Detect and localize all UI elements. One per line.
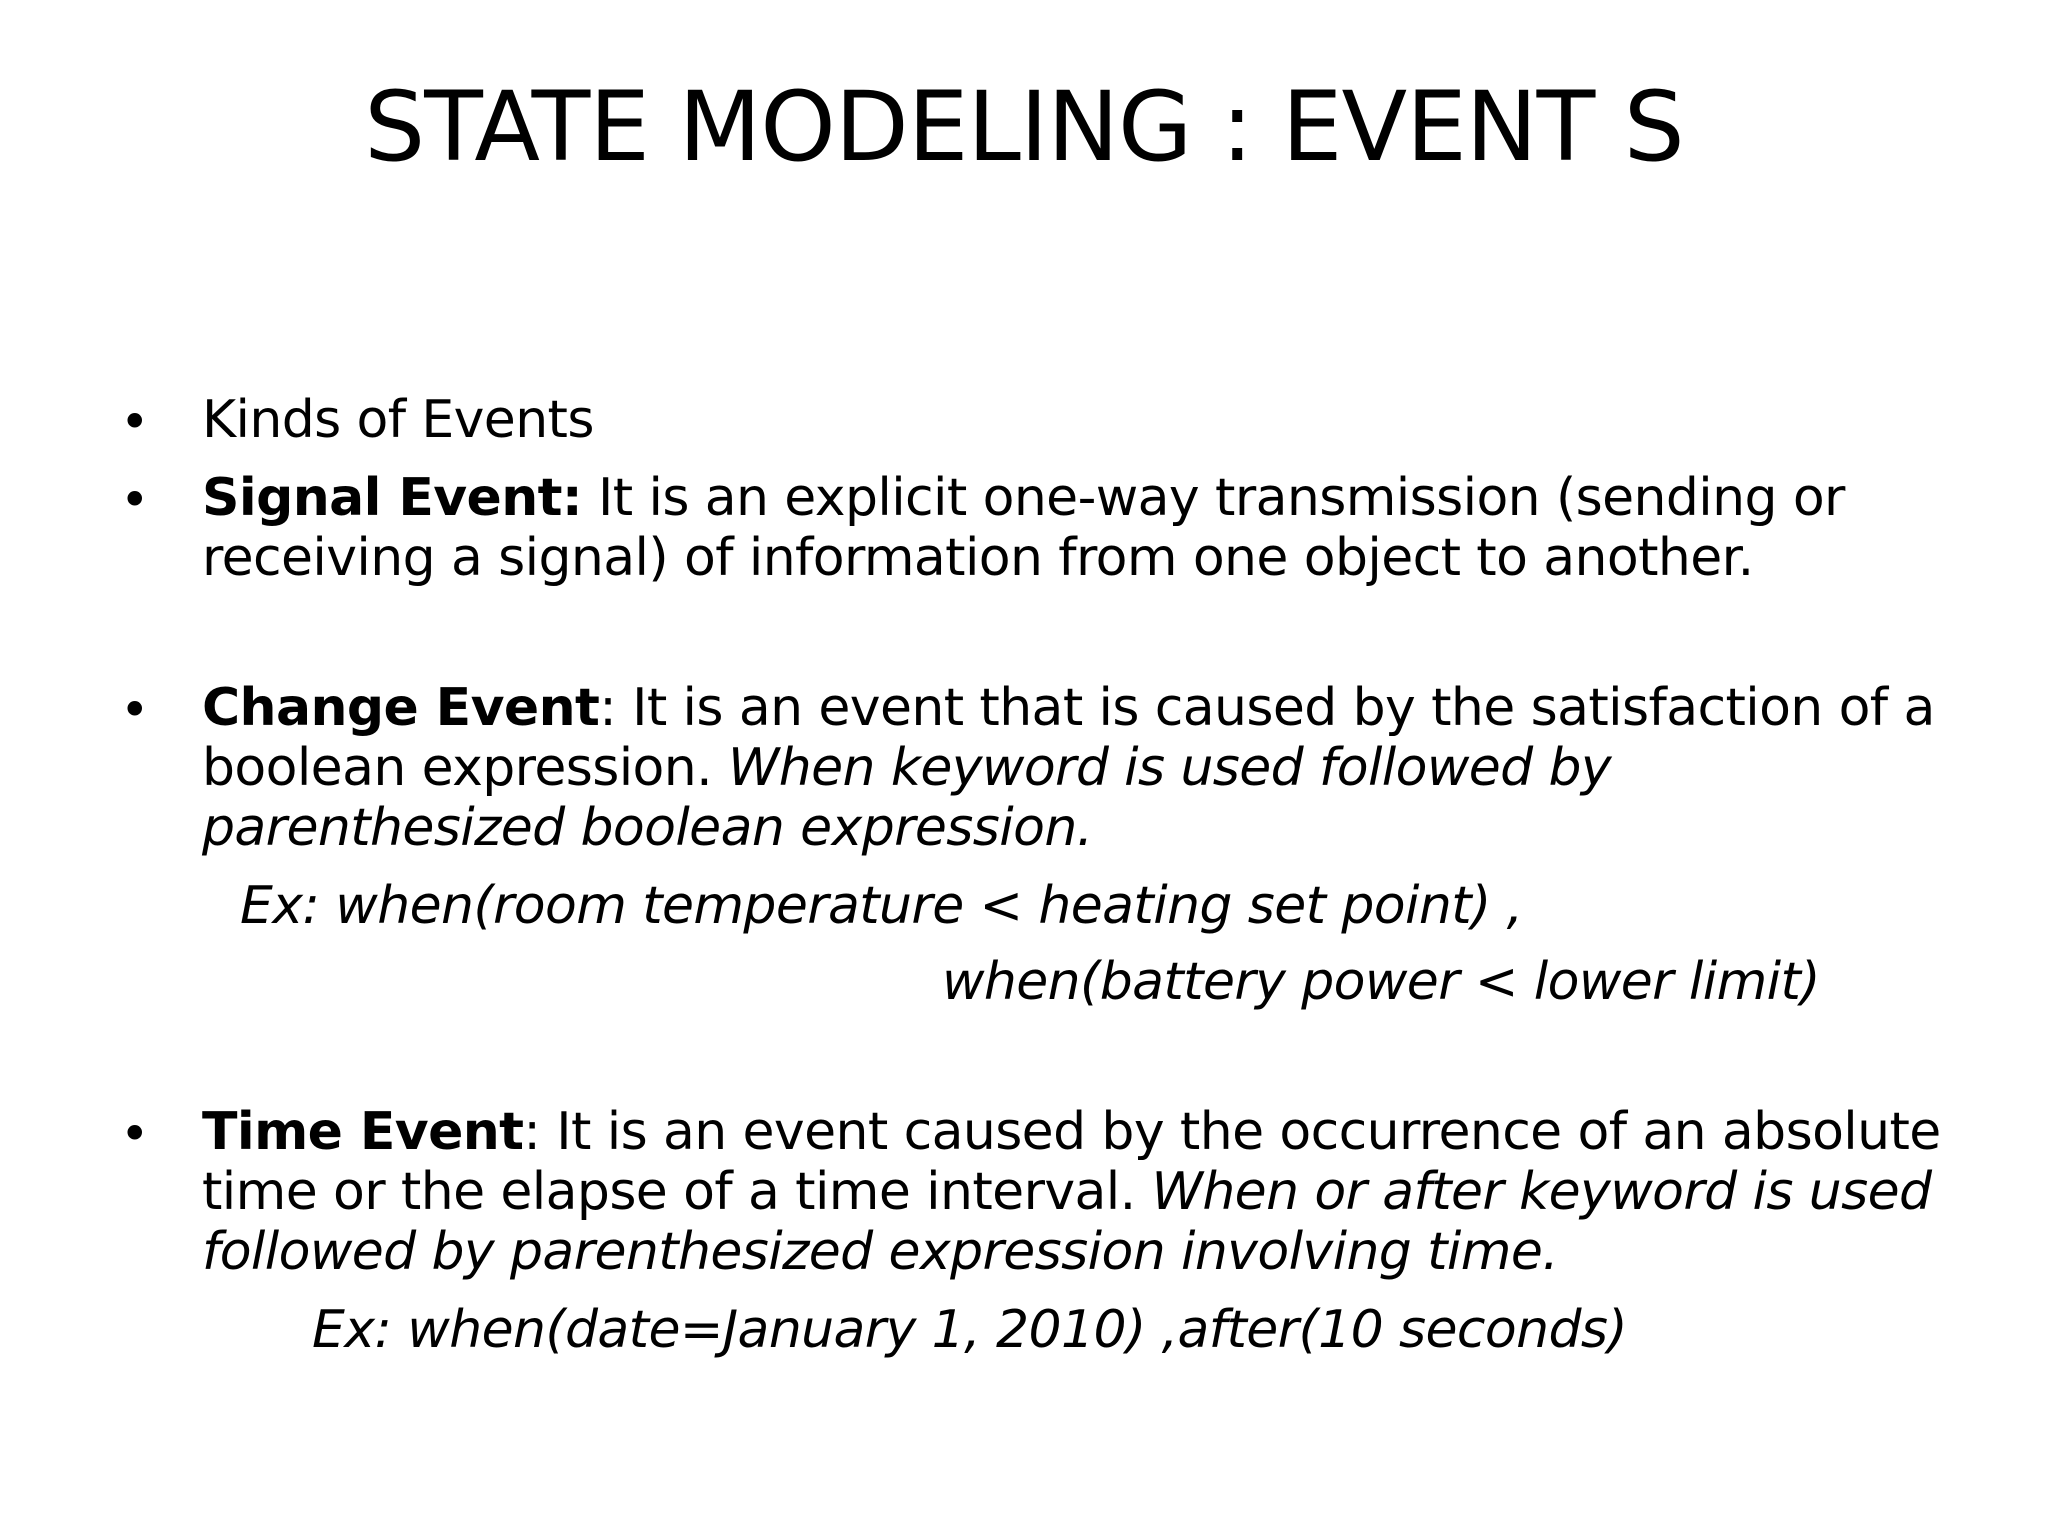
signal-event-line-2: receiving a signal) of information from one object to another.: [202, 528, 1754, 588]
change-event-term: Change Event: [202, 678, 600, 738]
time-event-line-1: [202, 1102, 1941, 1162]
time-event-term: Time Event: [202, 1102, 524, 1162]
change-event-desc-2: boolean expression.: [202, 738, 728, 798]
change-event-line-1: [202, 678, 1935, 738]
bullet-dot: •: [120, 393, 150, 451]
change-event-line-2: [202, 738, 1611, 798]
signal-event-desc-1: It is an explicit one-way transmission (sending or: [582, 468, 1845, 528]
bullet-dot: •: [120, 471, 150, 529]
bullet-dot: •: [120, 681, 150, 739]
signal-event-line-1: [202, 468, 1845, 528]
time-event-line-2: [202, 1162, 1931, 1222]
change-event-line-3: [202, 798, 1093, 858]
change-event-example-2: when(battery power < lower limit): [942, 952, 1820, 1012]
change-event-keyword-note-2: parenthesized boolean expression.: [202, 798, 1093, 858]
change-event-example-1: Ex: when(room temperature < heating set point) ,: [240, 876, 1523, 936]
bullet-dot: •: [120, 1105, 150, 1163]
time-event-desc-1: : It is an event caused by the occurrence of an absolute: [523, 1102, 1941, 1162]
change-event-desc-1: : It is an event that is caused by the satisfaction of a: [599, 678, 1935, 738]
time-event-line-3: [202, 1222, 1558, 1282]
signal-event-term: Signal Event:: [202, 468, 583, 528]
time-event-example-1: Ex: when(date=January 1, 2010) ,after(10 seconds): [312, 1300, 1628, 1360]
time-event-keyword-note: When or after keyword is used: [1151, 1162, 1932, 1222]
time-event-desc-2: time or the elapse of a time interval.: [202, 1162, 1152, 1222]
change-event-keyword-note: When keyword is used followed by: [727, 738, 1612, 798]
slide-title: STATE MODELING : EVENT S: [364, 71, 1684, 183]
bullet-kinds-of-events: Kinds of Events: [202, 390, 594, 450]
time-event-keyword-note-2: followed by parenthesized expression involving time.: [202, 1222, 1559, 1282]
